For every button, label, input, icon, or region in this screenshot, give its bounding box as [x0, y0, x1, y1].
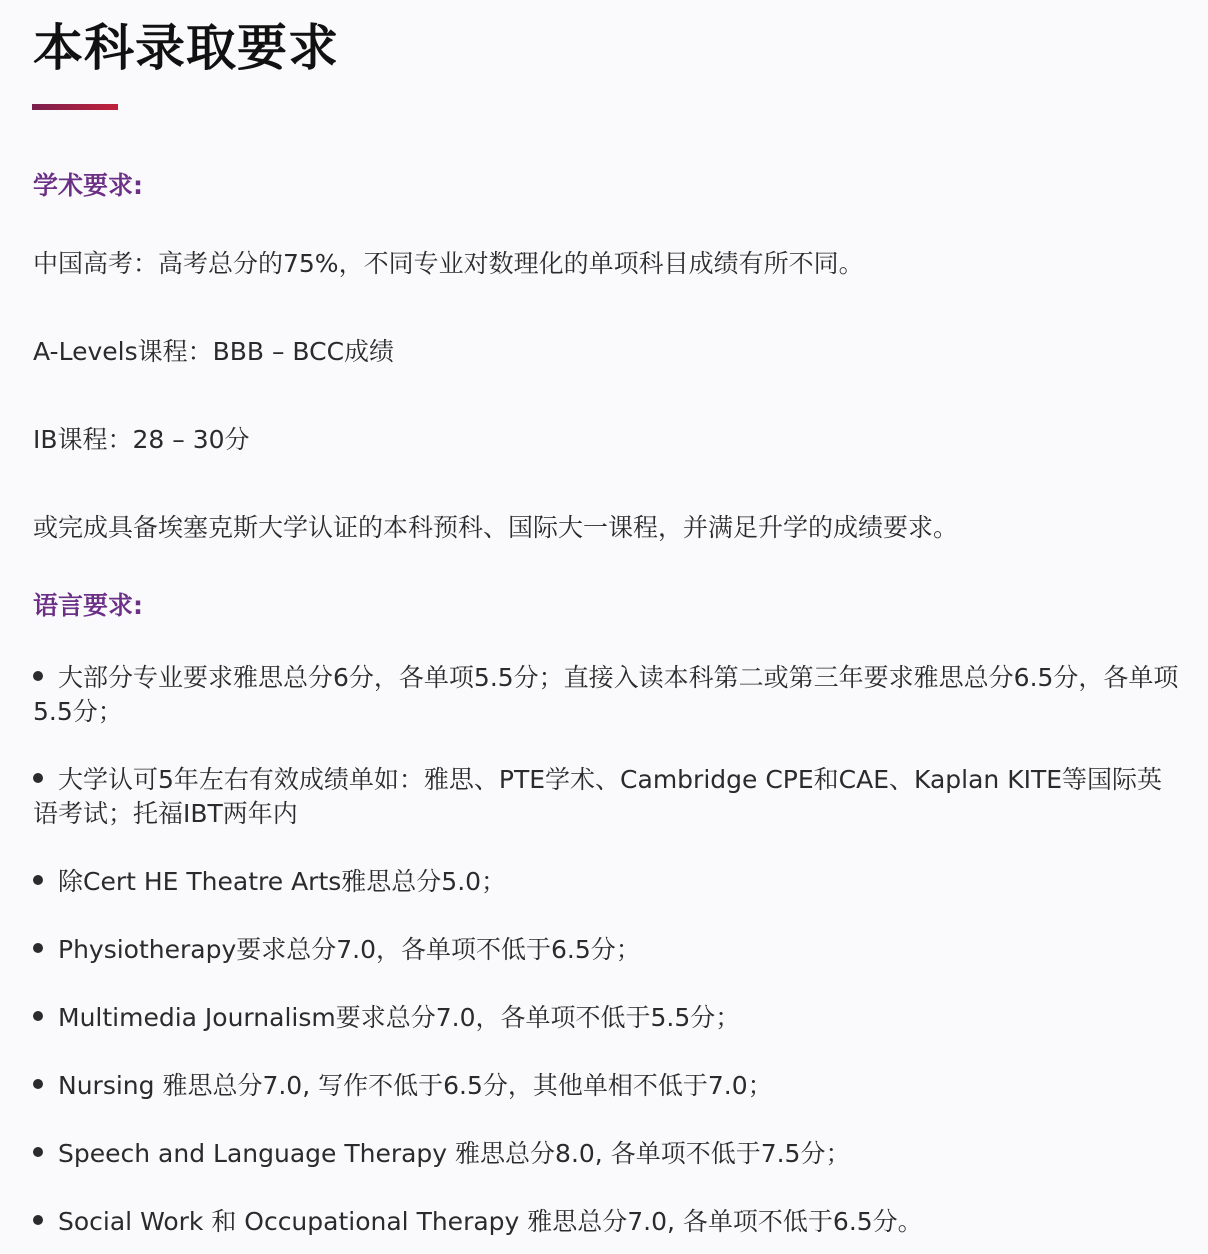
bullet-dot-icon — [33, 1011, 43, 1021]
bullet-dot-icon — [33, 943, 43, 953]
language-bullet-item — [33, 763, 1183, 831]
bullet-text: 除Cert HE Theatre Arts雅思总分5.0； — [58, 867, 507, 896]
language-bullet-item — [33, 933, 1183, 967]
bullet-text: Nursing 雅思总分7.0, 写作不低于6.5分，其他单相不低于7.0； — [58, 1071, 773, 1100]
language-bullet-item — [33, 865, 1183, 899]
bullet-text: Social Work 和 Occupational Therapy 雅思总分7.0, 各单项不低于6.5分。 — [58, 1207, 923, 1236]
language-bullet-item — [33, 1205, 1183, 1239]
language-bullet-item — [33, 1137, 1183, 1171]
bullet-text: 大部分专业要求雅思总分6分，各单项5.5分；直接入读本科第二或第三年要求雅思总分6.5分，各单项5.5分； — [33, 663, 1179, 726]
bullet-dot-icon — [33, 1079, 43, 1089]
academic-item-ib: IB课程：28 – 30分 — [33, 425, 250, 454]
academic-item-a-levels: A-Levels课程：BBB – BCC成绩 — [33, 337, 395, 366]
bullet-text: Physiotherapy要求总分7.0，各单项不低于6.5分； — [58, 935, 641, 964]
language-bullet-item — [33, 661, 1183, 729]
bullet-text: Speech and Language Therapy 雅思总分8.0, 各单项不低于7.5分； — [58, 1139, 851, 1168]
page-title: 本科录取要求 — [33, 19, 339, 77]
academic-heading: 学术要求: — [33, 171, 143, 200]
bullet-dot-icon — [33, 875, 43, 885]
bullet-text: 大学认可5年左右有效成绩单如：雅思、PTE学术、Cambridge CPE和CAE、Kaplan KITE等国际英语考试；托福IBT两年内 — [33, 765, 1163, 828]
title-underline — [32, 104, 118, 110]
language-heading: 语言要求: — [33, 591, 143, 620]
bullet-text: Multimedia Journalism要求总分7.0，各单项不低于5.5分； — [58, 1003, 741, 1032]
language-bullet-item — [33, 1001, 1183, 1035]
bullet-dot-icon — [33, 1215, 43, 1225]
bullet-dot-icon — [33, 671, 43, 681]
bullet-dot-icon — [33, 1147, 43, 1157]
bullet-dot-icon — [33, 773, 43, 783]
language-bullet-item — [33, 1069, 1183, 1103]
academic-item-foundation: 或完成具备埃塞克斯大学认证的本科预科、国际大一课程，并满足升学的成绩要求。 — [33, 513, 959, 542]
academic-item-gaokao: 中国高考：高考总分的75%，不同专业对数理化的单项科目成绩有所不同。 — [33, 249, 864, 278]
